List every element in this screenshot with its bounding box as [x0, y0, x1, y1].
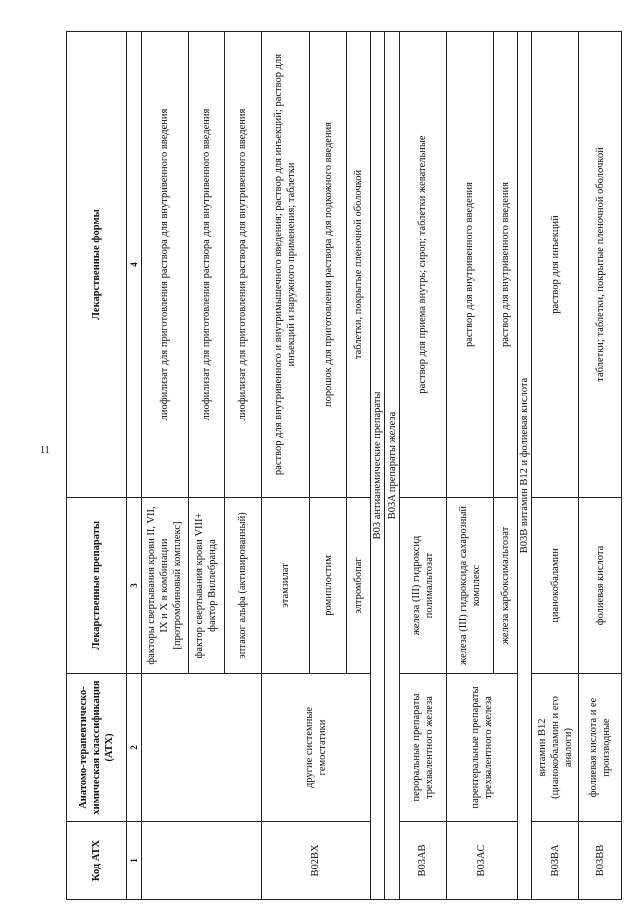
cell-form: лиофилизат для приготовления раствора для внутривенного введения — [188, 32, 224, 498]
table-row — [141, 32, 188, 900]
cell-drug: железа (III) гидроксид полимальтозат — [400, 498, 447, 674]
cell-drug: фактор свертывания крови VIII+ фактор Виллебранда — [188, 498, 224, 674]
header-row — [67, 32, 127, 900]
column-number: 2 — [127, 674, 142, 822]
header-code: Код АТХ — [67, 822, 127, 900]
drug-table — [66, 31, 622, 900]
cell-drug: фолиевая кислота — [579, 498, 622, 674]
table-row — [579, 32, 622, 900]
cell-code: B03BB — [579, 822, 622, 900]
cell-atc: парентеральные препараты трехвалентного железа — [446, 674, 517, 822]
cell-atc: витамин B12 (цианокобаламин и его аналоги) — [532, 674, 579, 822]
cell-code: B02BX — [261, 822, 370, 900]
cell-form: раствор для приема внутрь; сироп; таблетки жевательные — [400, 32, 447, 498]
header-drugs: Лекарственные препараты — [67, 498, 127, 674]
table-row — [532, 32, 579, 900]
column-number: 3 — [127, 498, 142, 674]
group-row — [385, 32, 400, 900]
cell-form: раствор для внутривенного введения — [446, 32, 493, 498]
column-number-row — [127, 32, 142, 900]
cell-form: лиофилизат для приготовления раствора для внутривенного введения — [225, 32, 261, 498]
cell-drug: цианокобаламин — [532, 498, 579, 674]
cell-form: раствор для инъекций — [532, 32, 579, 498]
cell-code: B03AC — [446, 822, 517, 900]
column-number: 4 — [127, 32, 142, 498]
cell-atc — [141, 674, 261, 822]
group-heading: B03A препараты железа — [385, 32, 400, 900]
group-heading: B03B витамин B12 и фолиевая кислота — [517, 32, 532, 900]
group-heading: B03 антианемические препараты — [370, 32, 385, 900]
group-row — [517, 32, 532, 900]
cell-form: раствор для внутривенного и внутримышечного введения; раствор для инъекций; раствор для инъекций и наружного применения; таблетки — [261, 32, 310, 498]
table-row — [261, 32, 310, 900]
cell-code: B03BA — [532, 822, 579, 900]
cell-form: лиофилизат для приготовления раствора для внутривенного введения — [141, 32, 188, 498]
page-number: 11 — [40, 445, 50, 456]
cell-atc: другие системные гемостатики — [261, 674, 370, 822]
column-number: 1 — [127, 822, 142, 900]
cell-atc: пероральные препараты трехвалентного железа — [400, 674, 447, 822]
cell-form: таблетки; таблетки, покрытые пленочной оболочкой — [579, 32, 622, 498]
header-atc: Анатомо-терапевтическо-химическая классификация (АТХ) — [67, 674, 127, 822]
cell-form: порошок для приготовления раствора для подкожного введения — [310, 32, 346, 498]
group-row — [370, 32, 385, 900]
cell-atc: фолиевая кислота и ее производные — [579, 674, 622, 822]
cell-drug: факторы свертывания крови II, VII, IX и X в комбинации [протромбиновый комплекс] — [141, 498, 188, 674]
table-row — [400, 32, 447, 900]
cell-drug: железа (III) гидроксида сахарозный комплекс — [446, 498, 493, 674]
cell-form: таблетки, покрытые пленочной оболочкой — [346, 32, 370, 498]
rotated-table-container — [66, 32, 622, 900]
cell-drug: этамзилат — [261, 498, 310, 674]
table-row — [446, 32, 493, 900]
cell-form: раствор для внутривенного введения — [493, 32, 517, 498]
cell-drug: эптаког альфа (активированный) — [225, 498, 261, 674]
cell-drug: железа карбоксимальтозат — [493, 498, 517, 674]
cell-code — [141, 822, 261, 900]
cell-code: B03AB — [400, 822, 447, 900]
cell-drug: ромиплостим — [310, 498, 346, 674]
cell-drug: элтромбопаг — [346, 498, 370, 674]
header-forms: Лекарственные формы — [67, 32, 127, 498]
